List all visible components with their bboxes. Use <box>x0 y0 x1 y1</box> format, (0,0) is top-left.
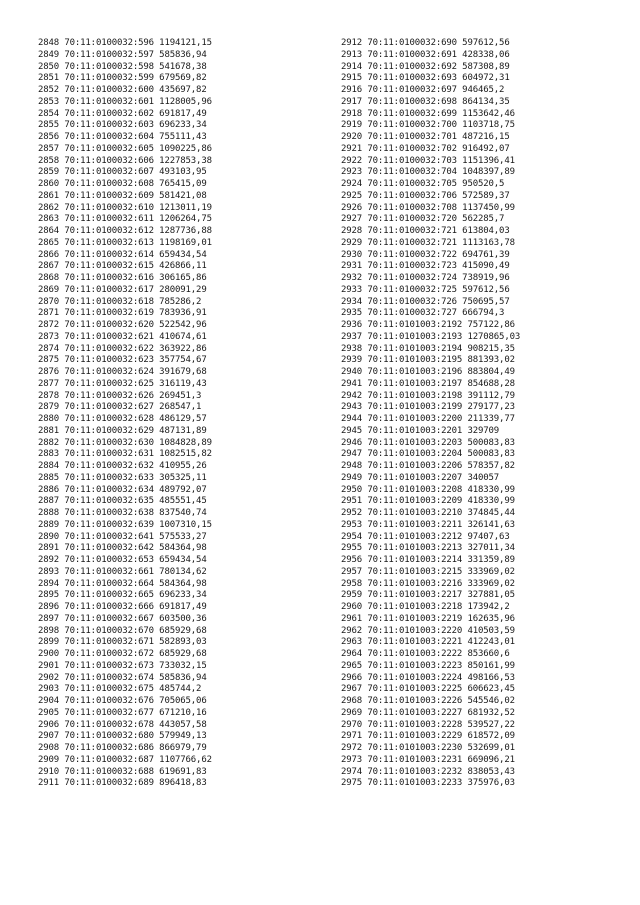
table-row: 2909 70:11:0100032:687 1107766,62 <box>38 754 212 765</box>
table-row: 2943 70:11:0101003:2199 279177,23 <box>341 402 515 413</box>
table-row: 2946 70:11:0101003:2203 500083,83 <box>341 437 515 448</box>
table-row: 2853 70:11:0100032:601 1128005,96 <box>38 96 212 107</box>
table-row: 2848 70:11:0100032:596 1194121,15 <box>38 38 212 48</box>
table-row: 2940 70:11:0101003:2196 883804,49 <box>341 367 515 377</box>
table-row: 2908 70:11:0100032:686 866979,79 <box>38 743 207 753</box>
table-row: 2864 70:11:0100032:612 1287736,88 <box>38 226 212 236</box>
table-row: 2881 70:11:0100032:629 487131,89 <box>38 425 207 436</box>
table-row: 2937 70:11:0101003:2193 1270865,03 <box>341 331 521 342</box>
table-row: 2875 70:11:0100032:623 357754,67 <box>38 355 207 366</box>
table-row: 2928 70:11:0100032:721 613804,03 <box>341 226 510 236</box>
table-row: 2973 70:11:0101003:2231 669096,21 <box>341 754 515 765</box>
table-row: 2935 70:11:0100032:727 666794,3 <box>341 308 505 319</box>
table-row: 2941 70:11:0101003:2197 854688,28 <box>341 378 515 389</box>
table-row: 2924 70:11:0100032:705 950520,5 <box>341 179 505 189</box>
table-row: 2957 70:11:0101003:2215 333969,02 <box>341 566 515 577</box>
table-row: 2868 70:11:0100032:616 306165,86 <box>38 273 207 283</box>
table-row: 2932 70:11:0100032:724 738919,96 <box>341 273 510 283</box>
table-row: 2920 70:11:0100032:701 487216,15 <box>341 132 510 142</box>
table-row: 2901 70:11:0100032:673 733032,15 <box>38 660 207 671</box>
table-row: 2951 70:11:0101003:2209 418330,99 <box>341 496 515 507</box>
table-row: 2902 70:11:0100032:674 585836,94 <box>38 672 207 683</box>
table-row: 2975 70:11:0101003:2233 375976,03 <box>341 778 515 789</box>
table-row: 2872 70:11:0100032:620 522542,96 <box>38 320 207 330</box>
table-row: 2863 70:11:0100032:611 1206264,75 <box>38 214 212 225</box>
table-row: 2962 70:11:0101003:2220 410503,59 <box>341 625 515 636</box>
table-row: 2915 70:11:0100032:693 604972,31 <box>341 73 510 84</box>
table-row: 2850 70:11:0100032:598 541678,38 <box>38 61 207 72</box>
table-row: 2956 70:11:0101003:2214 331359,89 <box>341 555 515 565</box>
table-row: 2923 70:11:0100032:704 1048397,89 <box>341 167 515 178</box>
table-row: 2968 70:11:0101003:2226 545546,02 <box>341 696 515 706</box>
table-row: 2945 70:11:0101003:2201 329709 <box>341 425 500 436</box>
table-row: 2952 70:11:0101003:2210 374845,44 <box>341 508 515 518</box>
table-row: 2964 70:11:0101003:2222 853660,6 <box>341 649 510 659</box>
table-row: 2854 70:11:0100032:602 691817,49 <box>38 108 207 119</box>
table-row: 2971 70:11:0101003:2229 618572,09 <box>341 731 515 742</box>
table-row: 2892 70:11:0100032:653 659434,54 <box>38 555 207 565</box>
table-row: 2861 70:11:0100032:609 581421,08 <box>38 190 207 201</box>
right-column <box>341 38 520 790</box>
table-row: 2947 70:11:0101003:2204 500083,83 <box>341 449 515 460</box>
table-row: 2910 70:11:0100032:688 619691,83 <box>38 766 207 777</box>
table-row: 2913 70:11:0100032:691 428338,06 <box>341 49 510 60</box>
table-row: 2887 70:11:0100032:635 485551,45 <box>38 496 207 507</box>
table-row: 2907 70:11:0100032:680 579949,13 <box>38 731 207 742</box>
table-row: 2926 70:11:0100032:708 1137450,99 <box>341 202 515 213</box>
table-row: 2918 70:11:0100032:699 1153642,46 <box>341 108 515 119</box>
table-row: 2963 70:11:0101003:2221 412243,01 <box>341 637 515 648</box>
table-row: 2905 70:11:0100032:677 671210,16 <box>38 707 207 718</box>
table-row: 2862 70:11:0100032:610 1213011,19 <box>38 202 212 213</box>
table-row: 2856 70:11:0100032:604 755111,43 <box>38 132 207 142</box>
table-row: 2884 70:11:0100032:632 410955,26 <box>38 461 207 471</box>
table-row: 2882 70:11:0100032:630 1084828,89 <box>38 437 212 448</box>
table-row: 2860 70:11:0100032:608 765415,09 <box>38 179 207 189</box>
table-row: 2898 70:11:0100032:670 685929,68 <box>38 625 207 636</box>
table-row: 2961 70:11:0101003:2219 162635,96 <box>341 613 515 624</box>
table-row: 2958 70:11:0101003:2216 333969,02 <box>341 578 515 589</box>
table-row: 2869 70:11:0100032:617 280091,29 <box>38 284 207 295</box>
table-row: 2879 70:11:0100032:627 268547,1 <box>38 402 202 413</box>
table-row: 2903 70:11:0100032:675 485744,2 <box>38 684 202 695</box>
table-row: 2921 70:11:0100032:702 916492,07 <box>341 143 510 154</box>
table-row: 2912 70:11:0100032:690 597612,56 <box>341 38 510 48</box>
table-row: 2934 70:11:0100032:726 750695,57 <box>341 296 510 307</box>
table-row: 2859 70:11:0100032:607 493103,95 <box>38 167 207 178</box>
table-row: 2899 70:11:0100032:671 582893,03 <box>38 637 207 648</box>
table-row: 2885 70:11:0100032:633 305325,11 <box>38 472 207 483</box>
table-row: 2931 70:11:0100032:723 415090,49 <box>341 261 510 272</box>
table-row: 2906 70:11:0100032:678 443057,58 <box>38 719 207 730</box>
table-row: 2914 70:11:0100032:692 587308,89 <box>341 61 510 72</box>
table-row: 2852 70:11:0100032:600 435697,82 <box>38 85 207 95</box>
table-row: 2930 70:11:0100032:722 694761,39 <box>341 249 510 260</box>
table-row: 2954 70:11:0101003:2212 97407,63 <box>341 531 510 542</box>
left-column <box>38 38 212 790</box>
table-row: 2871 70:11:0100032:619 783936,91 <box>38 308 207 319</box>
table-row: 2877 70:11:0100032:625 316119,43 <box>38 378 207 389</box>
table-row: 2969 70:11:0101003:2227 681932,52 <box>341 707 515 718</box>
table-row: 2867 70:11:0100032:615 426866,11 <box>38 261 207 272</box>
table-row: 2927 70:11:0100032:720 562285,7 <box>341 214 505 225</box>
table-row: 2873 70:11:0100032:621 410674,61 <box>38 331 207 342</box>
table-row: 2949 70:11:0101003:2207 340057 <box>341 472 500 483</box>
table-row: 2939 70:11:0101003:2195 881393,02 <box>341 355 515 366</box>
table-row: 2880 70:11:0100032:628 486129,57 <box>38 414 207 424</box>
table-row: 2889 70:11:0100032:639 1007310,15 <box>38 519 212 530</box>
table-row: 2966 70:11:0101003:2224 498166,53 <box>341 672 515 683</box>
table-row: 2895 70:11:0100032:665 696233,34 <box>38 590 207 601</box>
table-row: 2925 70:11:0100032:706 572589,37 <box>341 190 510 201</box>
table-row: 2886 70:11:0100032:634 489792,07 <box>38 484 207 495</box>
table-row: 2911 70:11:0100032:689 896418,83 <box>38 778 207 789</box>
table-row: 2857 70:11:0100032:605 1090225,86 <box>38 143 212 154</box>
table-row: 2874 70:11:0100032:622 363922,86 <box>38 343 207 354</box>
table-row: 2893 70:11:0100032:661 780134,62 <box>38 566 207 577</box>
table-row: 2896 70:11:0100032:666 691817,49 <box>38 602 207 612</box>
table-row: 2849 70:11:0100032:597 585836,94 <box>38 49 207 60</box>
table-row: 2858 70:11:0100032:606 1227853,38 <box>38 155 212 166</box>
table-row: 2974 70:11:0101003:2232 838053,43 <box>341 766 515 777</box>
table-row: 2955 70:11:0101003:2213 327011,34 <box>341 543 515 554</box>
table-row: 2929 70:11:0100032:721 1113163,78 <box>341 237 515 248</box>
table-row: 2965 70:11:0101003:2223 850161,99 <box>341 660 515 671</box>
table-row: 2876 70:11:0100032:624 391679,68 <box>38 367 207 377</box>
table-row: 2917 70:11:0100032:698 864134,35 <box>341 96 510 107</box>
table-row: 2944 70:11:0101003:2200 211339,77 <box>341 414 515 424</box>
table-row: 2970 70:11:0101003:2228 539527,22 <box>341 719 515 730</box>
table-row: 2933 70:11:0100032:725 597612,56 <box>341 284 510 295</box>
table-row: 2959 70:11:0101003:2217 327881,05 <box>341 590 515 601</box>
table-row: 2936 70:11:0101003:2192 757122,86 <box>341 320 515 330</box>
table-row: 2897 70:11:0100032:667 603500,36 <box>38 613 207 624</box>
table-row: 2916 70:11:0100032:697 946465,2 <box>341 85 505 95</box>
table-row: 2953 70:11:0101003:2211 326141,63 <box>341 519 515 530</box>
table-row: 2865 70:11:0100032:613 1198169,01 <box>38 237 212 248</box>
table-row: 2900 70:11:0100032:672 685929,68 <box>38 649 207 659</box>
table-row: 2855 70:11:0100032:603 696233,34 <box>38 120 207 131</box>
table-row: 2972 70:11:0101003:2230 532699,01 <box>341 743 515 753</box>
table-row: 2891 70:11:0100032:642 584364,98 <box>38 543 207 554</box>
table-row: 2942 70:11:0101003:2198 391112,79 <box>341 390 515 401</box>
table-row: 2904 70:11:0100032:676 705065,06 <box>38 696 207 706</box>
table-row: 2919 70:11:0100032:700 1103718,75 <box>341 120 515 131</box>
table-row: 2960 70:11:0101003:2218 173942,2 <box>341 602 510 612</box>
table-row: 2888 70:11:0100032:638 837540,74 <box>38 508 207 518</box>
table-row: 2883 70:11:0100032:631 1082515,82 <box>38 449 212 460</box>
table-row: 2922 70:11:0100032:703 1151396,41 <box>341 155 515 166</box>
table-row: 2950 70:11:0101003:2208 418330,99 <box>341 484 515 495</box>
table-row: 2938 70:11:0101003:2194 908215,35 <box>341 343 515 354</box>
table-row: 2870 70:11:0100032:618 785286,2 <box>38 296 202 307</box>
table-row: 2866 70:11:0100032:614 659434,54 <box>38 249 207 260</box>
table-row: 2851 70:11:0100032:599 679569,82 <box>38 73 207 84</box>
table-row: 2890 70:11:0100032:641 575533,27 <box>38 531 207 542</box>
table-row: 2894 70:11:0100032:664 584364,98 <box>38 578 207 589</box>
table-row: 2878 70:11:0100032:626 269451,3 <box>38 390 202 401</box>
table-row: 2948 70:11:0101003:2206 578357,82 <box>341 461 515 471</box>
table-row: 2967 70:11:0101003:2225 606623,45 <box>341 684 515 695</box>
